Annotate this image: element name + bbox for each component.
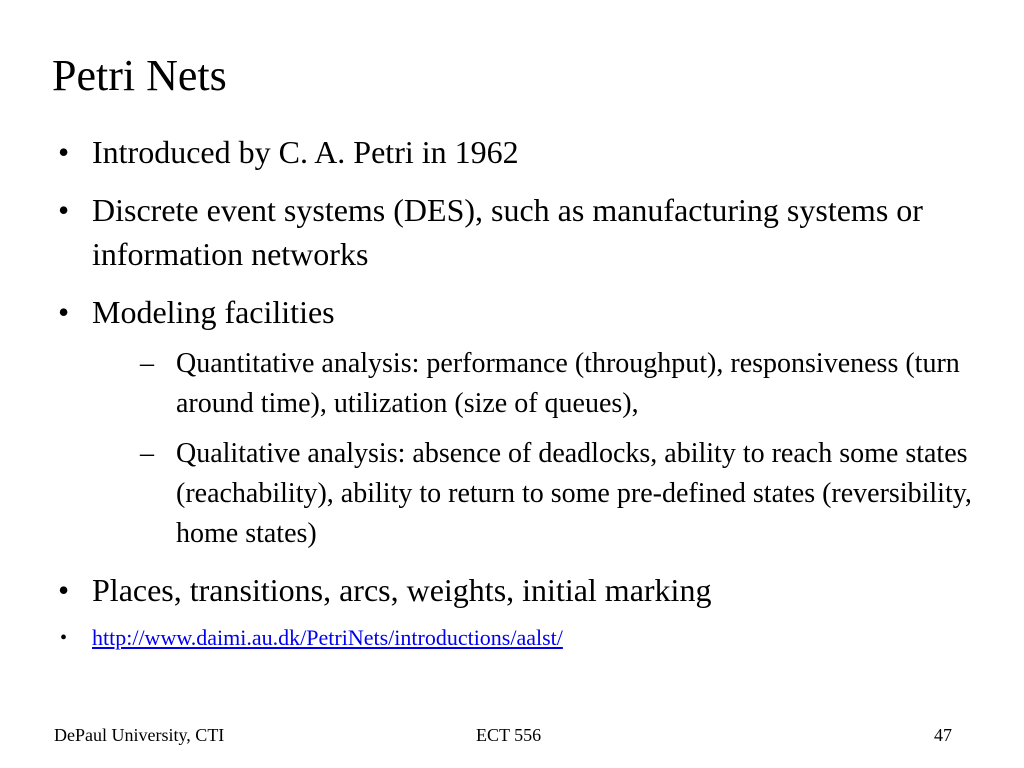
sub-bullet-text: Qualitative analysis: absence of deadlocks, ability to reach some states (reachability), ability to return to some pre-defined states (reversibility, home states) bbox=[176, 438, 972, 549]
bullet-text: Modeling facilities bbox=[92, 294, 335, 330]
bullet-text: Introduced by C. A. Petri in 1962 bbox=[92, 134, 519, 170]
sub-bullet-text: Quantitative analysis: performance (throughput), responsiveness (turn around time), utilization (size of queues), bbox=[176, 348, 960, 419]
reference-link[interactable]: http://www.daimi.au.dk/PetriNets/introductions/aalst/ bbox=[92, 625, 563, 650]
bullet-item bbox=[52, 624, 972, 652]
dash-icon: – bbox=[140, 348, 154, 379]
sub-bullet-list bbox=[92, 344, 972, 554]
bullet-icon: • bbox=[60, 627, 68, 649]
bullet-text: Discrete event systems (DES), such as manufacturing systems or information networks bbox=[92, 192, 923, 272]
dash-icon: – bbox=[140, 438, 154, 469]
bullet-text: Places, transitions, arcs, weights, initial marking bbox=[92, 572, 712, 608]
bullet-item bbox=[52, 188, 972, 276]
bullet-item bbox=[52, 568, 972, 612]
bullet-item bbox=[52, 290, 972, 554]
bullet-list bbox=[52, 130, 972, 666]
bullet-item bbox=[52, 130, 972, 174]
slide-title: Petri Nets bbox=[52, 51, 227, 100]
bullet-icon: • bbox=[58, 134, 70, 170]
bullet-icon: • bbox=[58, 572, 70, 608]
bullet-icon: • bbox=[58, 294, 70, 330]
footer-course: ECT 556 bbox=[476, 725, 542, 745]
footer-page-number: 47 bbox=[934, 725, 952, 745]
footer-institution: DePaul University, CTI bbox=[54, 725, 225, 745]
sub-bullet-item bbox=[132, 344, 972, 424]
sub-bullet-item bbox=[132, 434, 972, 554]
bullet-icon: • bbox=[58, 192, 70, 228]
